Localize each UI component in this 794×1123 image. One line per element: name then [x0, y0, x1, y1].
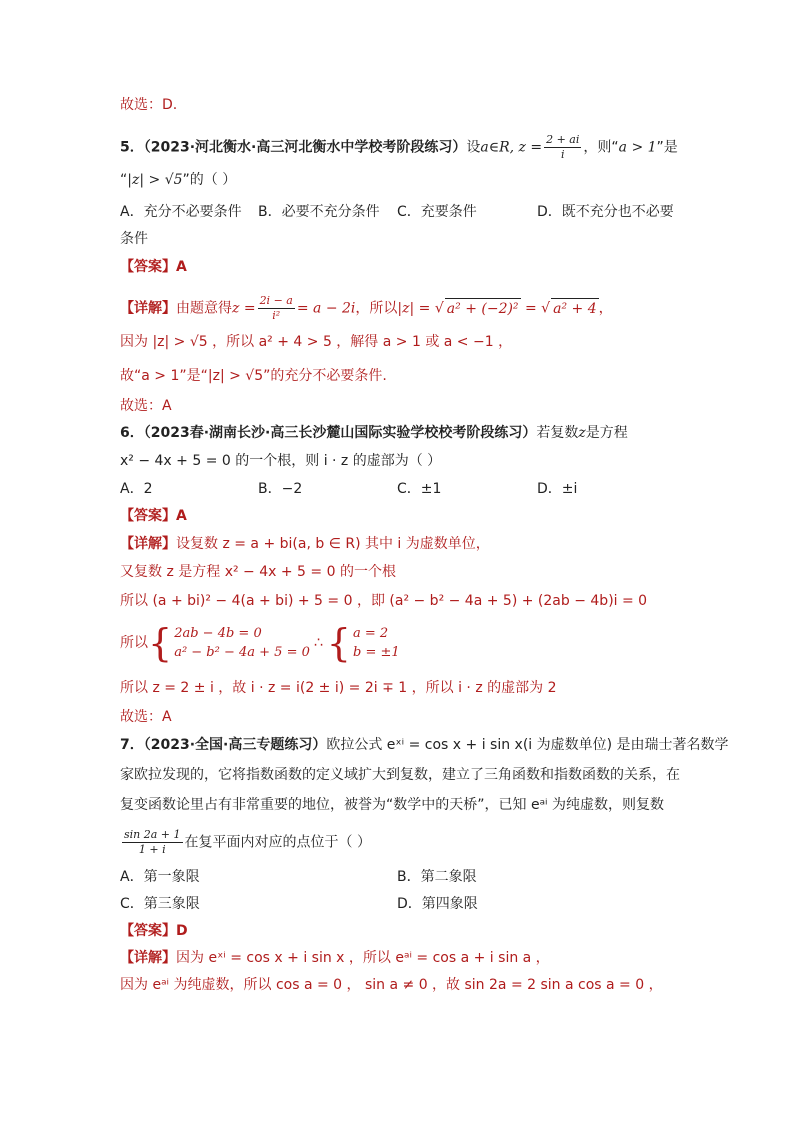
q6-stem-line2: x² − 4x + 5 = 0 的一个根，则 i · z 的虚部为（ ）	[120, 453, 442, 469]
q6-detail-system	[120, 621, 400, 665]
q5-option-d-wrap: 条件	[120, 231, 148, 247]
q6-sys1-row2: a² − b² − 4a + 5 = 0	[174, 645, 310, 660]
q7-number: 7．	[120, 737, 144, 753]
q7-stem-line4	[120, 828, 371, 857]
q6-detail-line2: 又复数 z 是方程 x² − 4x + 5 = 0 的一个根	[120, 564, 396, 580]
q6-stem-b: 是方程	[585, 425, 628, 441]
q7-detail-label: 【详解】	[120, 950, 176, 966]
q6-system2	[353, 624, 400, 662]
q5-option-c: C．充要条件	[397, 204, 477, 220]
q7-stem-line3: 复变函数论里占有非常重要的地位，被誉为“数学中的天桥”，已知 eᵃⁱ 为纯虚数，则复数	[120, 797, 665, 813]
q6-source: （2023春·湖南长沙·高三长沙麓山国际实验学校校考阶段练习）	[143, 425, 537, 441]
q5-option-a: A．充分不必要条件	[120, 204, 242, 220]
q6-answer-label: 【答案】A	[120, 508, 187, 524]
q6-therefore: ∴	[313, 635, 323, 651]
q5-detail1-math-b: = a − 2i	[296, 300, 356, 317]
q7-stem-1: 欧拉公式 eˣⁱ = cos x + i sin x(i 为虚数单位) 是由瑞士著名数学	[326, 737, 729, 753]
q6-select: 故选：A	[120, 709, 172, 725]
q5-detail1-fraction	[258, 294, 295, 323]
q5-detail1-math-c: |z| =	[397, 300, 431, 317]
q6-detail-line3: 所以 (a + bi)² − 4(a + bi) + 5 = 0 ，即 (a² − b² − 4a + 5) + (2ab − 4b)i = 0	[120, 593, 648, 609]
q7-detail-line1	[120, 948, 550, 968]
q5-detail1-sqrt2: a² + 4	[551, 298, 599, 319]
q7-option-c: C．第三象限	[120, 896, 200, 912]
q7-option-b: B．第二象限	[397, 869, 477, 885]
q5-frac-den: i	[560, 148, 565, 161]
q6-detail-label: 【详解】	[120, 536, 176, 552]
q5-stem-math-cond: a∈R, z =	[480, 139, 543, 156]
q5-detail1-math-a: z =	[232, 300, 256, 317]
q5-stem-line1	[120, 133, 678, 162]
q6-option-b: B．−2	[258, 481, 303, 497]
q7-option-a: A．第一象限	[120, 869, 200, 885]
q6-brace-left-1: {	[148, 621, 173, 665]
q6-number: 6．	[120, 425, 144, 441]
q5-detail1-a: 由题意得	[176, 300, 232, 317]
q5-stem-line2-math: |z| > √5	[127, 172, 183, 188]
q5-stem-line2-b: ”的（ ）	[182, 172, 237, 188]
q5-select: 故选：A	[120, 398, 172, 414]
q7-frac-den: 1 + i	[138, 843, 166, 856]
q5-stem-fraction	[544, 133, 581, 162]
q7-detail1: 因为 eˣⁱ = cos x + i sin x ，所以 eᵃⁱ = cos a + i sin a ，	[176, 950, 550, 966]
q5-stem-text-c: ”是	[656, 139, 678, 156]
q6-system-block	[120, 621, 400, 665]
q6-sys1-row1: 2ab − 4b = 0	[174, 626, 262, 641]
q7-stem-line2: 家欧拉发现的，它将指数函数的定义域扩大到复数，建立了三角函数和指数函数的关系，在	[120, 767, 680, 783]
q6-detail-line1	[120, 534, 490, 554]
q6-sys2-row1: a = 2	[352, 626, 389, 641]
q5-detail-label: 【详解】	[120, 300, 176, 317]
q6-option-d: D．±i	[537, 481, 578, 497]
q6-detail-line5: 所以 z = 2 ± i ，故 i · z = i(2 ± i) = 2i ∓ 1 ，所以 i · z 的虚部为 2	[120, 680, 557, 696]
q7-stem-line1	[120, 735, 729, 755]
q5-stem-text-b: ，则“	[583, 139, 619, 156]
q7-stem-fraction	[122, 828, 183, 857]
q5-frac-num: 2 + ai	[546, 133, 580, 146]
q5-detail1-frac-den: i²	[272, 309, 281, 322]
q5-detail1-c: ，	[598, 300, 613, 317]
q5-detail1-math-d: =	[525, 300, 537, 317]
q6-system1	[174, 624, 310, 662]
q6-option-c: C．±1	[397, 481, 442, 497]
q6-option-a: A．2	[120, 481, 153, 497]
q5-detail-line3: 故“a > 1”是“|z| > √5”的充分不必要条件.	[120, 368, 387, 384]
q5-number: 5．	[120, 139, 144, 156]
q7-stem-4: 在复平面内对应的点位于（ ）	[184, 834, 371, 851]
q7-source: （2023·全国·高三专题练习）	[143, 737, 327, 753]
q6-stem-z: z	[578, 425, 586, 441]
q6-stem-a: 若复数	[536, 425, 579, 441]
q6-brace-left-2: {	[326, 621, 351, 665]
prev-answer-select: 故选：D.	[120, 97, 178, 113]
q5-detail1-frac-num: 2i − a	[259, 294, 293, 307]
q6-detail1: 设复数 z = a + bi(a, b ∈ R) 其中 i 为虚数单位，	[176, 536, 490, 552]
q6-system-pre: 所以	[120, 635, 148, 651]
q5-stem-line2-a: “	[120, 172, 128, 188]
q5-stem-line2	[120, 170, 236, 190]
q5-detail1-sqrt1: a² + (−2)²	[445, 298, 521, 319]
q7-answer-label: 【答案】D	[120, 923, 188, 939]
q5-detail-line1: 【详解】由题意得z = $\frac{2i - a}{\text{i²}}$ = a − 2i，所以|z| = √ a² + (−2)² = √ a² + 4 ，	[120, 294, 613, 322]
q5-detail1-b: ，所以	[355, 300, 398, 317]
q6-sys2-row2: b = ±1	[352, 645, 400, 660]
q5-stem-text-a: 设	[466, 139, 481, 156]
q5-option-b: B．必要不充分条件	[258, 204, 380, 220]
q7-frac-num: sin 2a + 1	[124, 828, 181, 841]
q6-stem-line1	[120, 423, 628, 443]
q5-answer-label: 【答案】A	[120, 259, 187, 275]
q5-stem-math-cond2: a > 1	[618, 139, 657, 156]
q5-source: （2023·河北衡水·高三河北衡水中学校考阶段练习）	[143, 139, 467, 156]
q5-detail-line2: 因为 |z| > √5 ，所以 a² + 4 > 5 ，解得 a > 1 或 a < −1 ，	[120, 334, 513, 350]
q7-detail-line2: 因为 eᵃⁱ 为纯虚数，所以 cos a = 0 ， sin a ≠ 0 ，故 sin 2a = 2 sin a cos a = 0 ，	[120, 977, 663, 993]
q5-option-d: D．既不充分也不必要	[537, 204, 674, 220]
q7-option-d: D．第四象限	[397, 896, 478, 912]
